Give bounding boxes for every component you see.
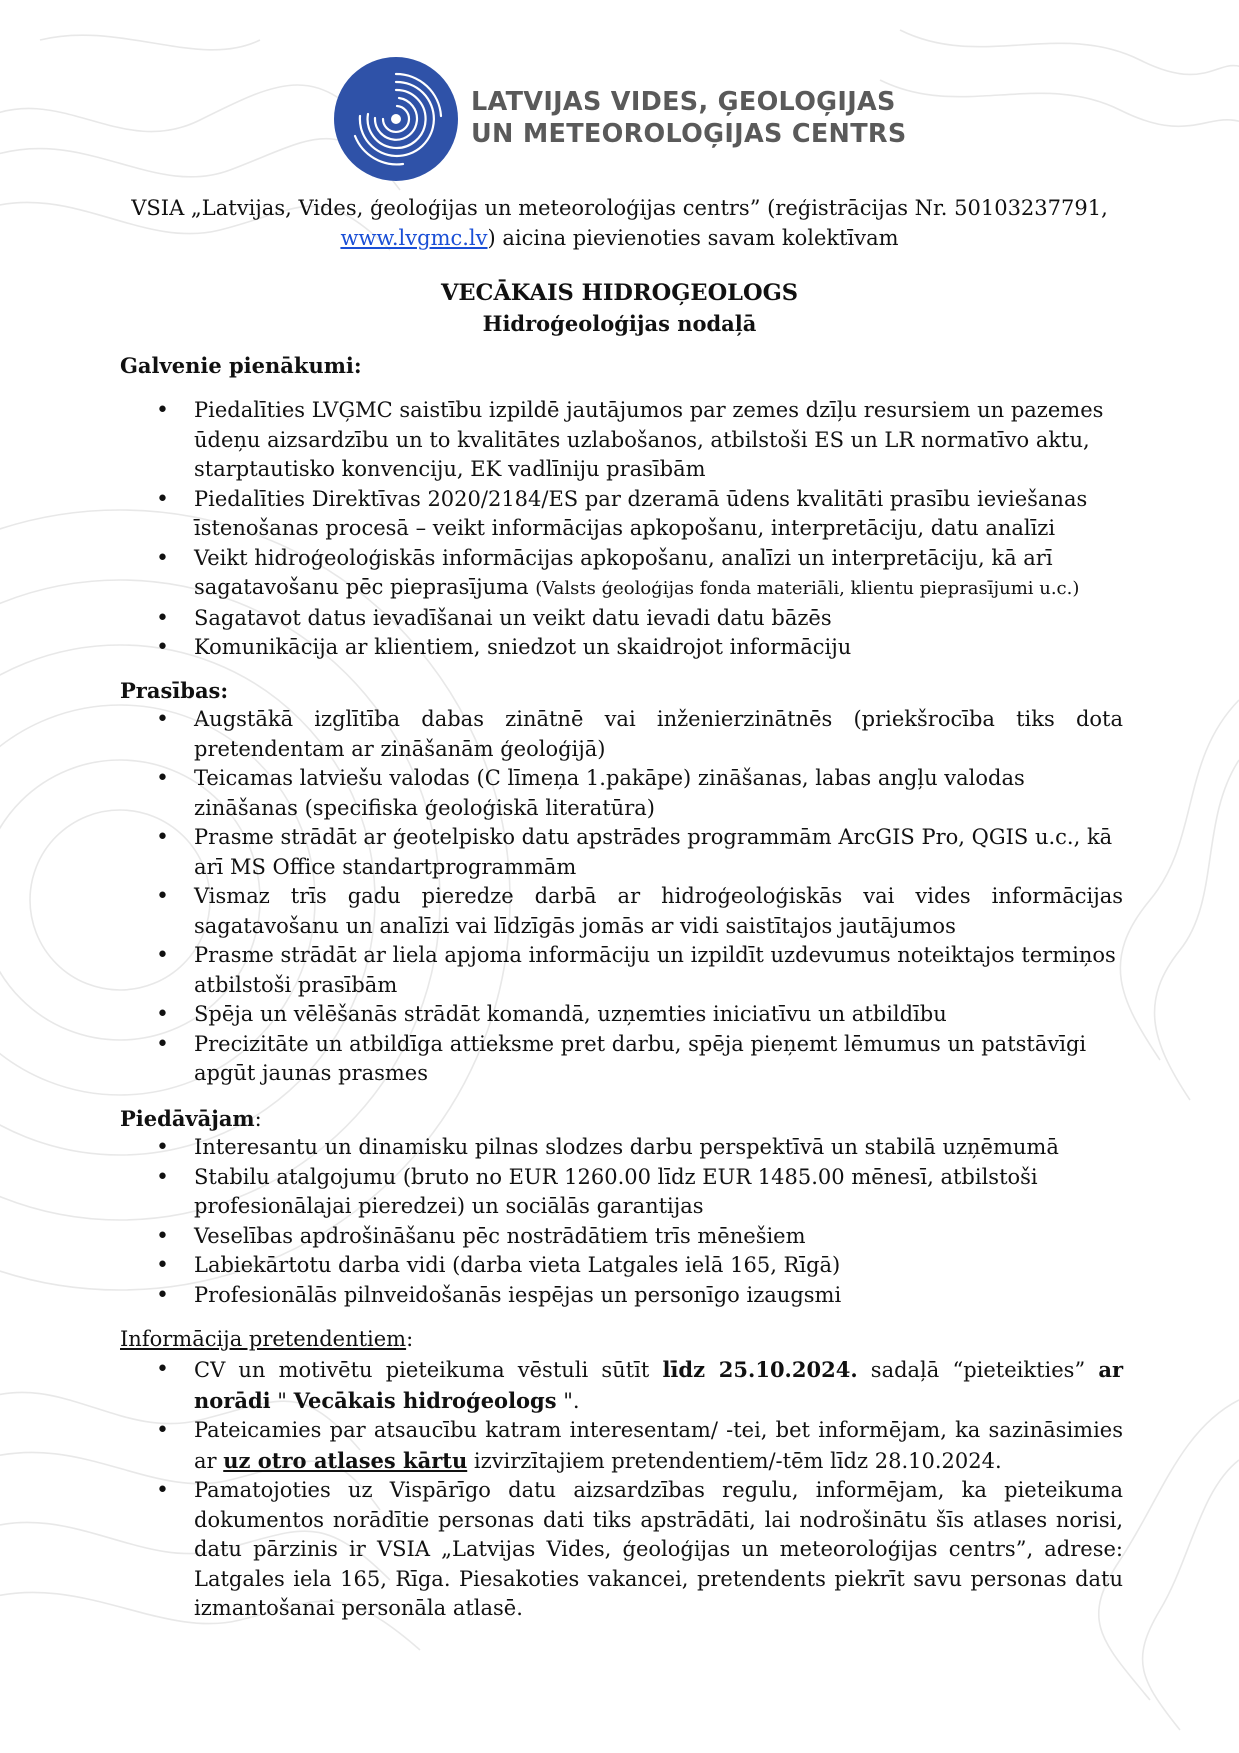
logo-wordmark (471, 86, 907, 150)
list-item: • Vismaz trīs gadu pieredze darbā ar hidroģeoloģiskās vai vides informācijas sagatavošanu un analīzi vai līdzīgās jomās ar vidi saistītajos jautājumos (120, 882, 1123, 941)
intro-line1: VSIA „Latvijas, Vides, ģeoloģijas un meteoroloģijas centrs” (reģistrācijas Nr. 50103237791, (131, 196, 1108, 220)
info-heading (120, 1325, 413, 1353)
list-item: • Prasme strādāt ar ģeotelpisko datu apstrādes programmām ArcGIS Pro, QGIS u.c., kā arī MS Office standartprogrammām (120, 823, 1123, 882)
list-item (120, 544, 1123, 604)
duty-note: (Valsts ģeoloģijas fonda materiāli, klientu pieprasījumi u.c.) (535, 578, 1080, 599)
logo-text-line1: LATVIJAS VIDES, ĢEOLOĢIJAS (471, 87, 896, 117)
list-item: • Spēja un vēlēšanās strādāt komandā, uzņemties iniciatīvu un atbildību (120, 1000, 1123, 1030)
list-item: • Veselības apdrošināšanu pēc nostrādātiem trīs mēnešiem (120, 1222, 1123, 1252)
offer-heading-text: Piedāvājam (120, 1106, 255, 1131)
list-item (120, 1355, 1123, 1416)
intro-line2-rest: ) aicina pievienoties savam kolektīvam (487, 226, 899, 250)
list-item: • Augstākā izglītība dabas zinātnē vai inženierzinātnēs (priekšrocība tiks dota pretendentam ar zināšanām ģeoloģijā) (120, 705, 1123, 764)
department-name: Hidroģeoloģijas nodaļā (482, 311, 757, 336)
duties-heading: Galvenie pienākumi: (120, 353, 362, 378)
list-item: • Labiekārtotu darba vidi (darba vieta Latgales ielā 165, Rīgā) (120, 1251, 1123, 1281)
offer-heading-colon: : (254, 1107, 262, 1131)
list-item: • Piedalīties Direktīvas 2020/2184/ES par dzeramā ūdens kvalitāti prasību ieviešanas īstenošanas procesā – veikt informācijas apkopošanu, interpretāciju, datu analīzi (120, 485, 1123, 544)
info-list (120, 1355, 1123, 1624)
info-text: CV un motivētu pieteikuma vēstuli sūtīt (194, 1358, 663, 1382)
list-item: • Piedalīties LVĢMC saistību izpildē jautājumos par zemes dzīļu resursiem un pazemes ūdeņu aizsardzību un to kvalitātes uzlabošanos, atbilstoši ES un LR normatīvo aktu, starptautisko konvenciju, EK vadlīniju prasībām (120, 396, 1123, 485)
list-item: • Komunikācija ar klientiem, sniedzot un skaidrojot informāciju (120, 633, 1123, 663)
info-text: ". (556, 1388, 580, 1413)
list-item: • Stabilu atalgojumu (bruto no EUR 1260.00 līdz EUR 1485.00 mēnesī, atbilstoši profesionālajai pieredzei) un sociālās garantijas (120, 1163, 1123, 1222)
intro-line2 (120, 223, 1119, 253)
info-heading-text: Informācija pretendentiem (120, 1327, 407, 1351)
list-item: • Interesantu un dinamisku pilnas slodzes darbu perspektīvā un stabilā uzņēmumā (120, 1133, 1123, 1163)
offer-list (120, 1133, 1123, 1310)
requirements-heading: Prasības: (120, 678, 229, 703)
lvgmc-logo-icon (333, 56, 459, 182)
logo-text-line2: UN METEOROLOĢIJAS CENTRS (471, 119, 907, 149)
lvgmc-logo (333, 56, 907, 182)
list-item: • Precizitāte un atbildīga attieksme pret darbu, spēja pieņemt lēmumus un patstāvīgi apgūt jaunas prasmes (120, 1030, 1123, 1089)
website-link[interactable]: www.lvgmc.lv (340, 226, 488, 250)
job-title: VECĀKAIS HIDROĢEOLOGS (440, 280, 799, 306)
list-item: • Profesionālās pilnveidošanās iespējas un personīgo izaugsmi (120, 1281, 1123, 1311)
duties-list (120, 396, 1123, 663)
duty-text: Veikt hidroģeoloģiskās informācijas apkopošanu, analīzi un interpretāciju, kā arī sagatavošanu pēc pieprasījuma (194, 545, 1053, 599)
list-item: • Pamatojoties uz Vispārīgo datu aizsardzības regulu, informējam, ka pieteikuma dokumentos norādītie personas dati tiks apstrādāti, lai nodrošinātu šīs atlases norisi, datu pārzinis ir VSIA „Latvijas Vides, ģeoloģijas un meteoroloģijas centrs”, adrese: Latgales iela 165, Rīga. Piesakoties vakancei, pretendents piekrīt savu personas datu izmantošanai personāla atlasē. (120, 1476, 1123, 1624)
info-text: sadaļā “pieteikties” (857, 1358, 1099, 1382)
info-text: izvirzītajiem pretendentiem/-tēm līdz 28.10.2024. (467, 1448, 1002, 1473)
list-item: • Sagatavot datus ievadīšanai un veikt datu ievadi datu bāzēs (120, 604, 1123, 634)
list-item (120, 1416, 1123, 1476)
list-item: • Teicamas latviešu valodas (C līmeņa 1.pakāpe) zināšanas, labas angļu valodas zināšanas (specifiska ģeoloģiskā literatūra) (120, 764, 1123, 823)
position-reference: Vecākais hidroģeologs (293, 1387, 557, 1413)
intro-paragraph (120, 193, 1119, 253)
info-text: Pateicamies par atsaucību katram interesentam/ -tei, bet informējam, ka sazināsimies ar (194, 1418, 1123, 1473)
info-text: " (270, 1388, 294, 1413)
info-heading-colon: : (406, 1327, 414, 1351)
deadline-date: līdz 25.10.2024. (662, 1357, 858, 1382)
offer-heading (120, 1105, 262, 1133)
list-item: • Prasme strādāt ar liela apjoma informāciju un izpildīt uzdevumus noteiktajos termiņos atbilstoši prasībām (120, 941, 1123, 1000)
info-bold-text: ar norādi (194, 1357, 1124, 1413)
requirements-list (120, 705, 1123, 1089)
info-bold-underlined: uz otro atlases kārtu (223, 1447, 468, 1473)
